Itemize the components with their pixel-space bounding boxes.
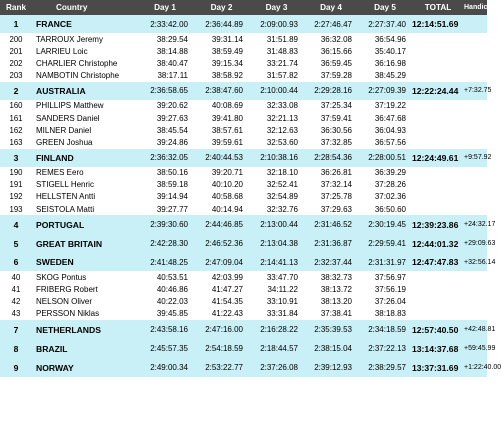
driver-day2-time: 39:20.71 bbox=[194, 167, 249, 179]
team-day5-time: 2:31:31.97 bbox=[358, 253, 412, 271]
driver-day4-time: 38:13.20 bbox=[304, 296, 358, 308]
empty-cell bbox=[464, 283, 487, 295]
driver-day2-time: 42:03.99 bbox=[194, 271, 249, 283]
empty-cell bbox=[412, 167, 464, 179]
driver-day3-time: 34:11.22 bbox=[249, 283, 304, 295]
team-rank: 1 bbox=[0, 15, 32, 33]
driver-number: 40 bbox=[0, 271, 32, 283]
driver-day4-time: 36:15.66 bbox=[304, 45, 358, 57]
team-day1-time: 2:43:58.16 bbox=[136, 320, 194, 339]
team-handicap: +1:22:40.00 bbox=[464, 358, 487, 377]
driver-day1-time: 38:14.88 bbox=[136, 45, 194, 57]
team-day3-time: 2:13:00.44 bbox=[249, 215, 304, 234]
team-day2-time: 2:38:47.60 bbox=[194, 82, 249, 100]
team-day3-time: 2:10:00.44 bbox=[249, 82, 304, 100]
team-day5-time: 2:28:00.51 bbox=[358, 149, 412, 167]
driver-name: HELLSTEN Antti bbox=[32, 191, 136, 203]
team-handicap: +59:45.99 bbox=[464, 339, 487, 358]
driver-day3-time: 32:52.41 bbox=[249, 179, 304, 191]
team-day4-time: 2:29:28.16 bbox=[304, 82, 358, 100]
driver-day2-time: 39:59.61 bbox=[194, 136, 249, 148]
header-day2: Day 2 bbox=[194, 0, 249, 15]
driver-day3-time: 32:18.10 bbox=[249, 167, 304, 179]
team-day5-time: 2:34:18.59 bbox=[358, 320, 412, 339]
empty-cell bbox=[412, 179, 464, 191]
team-day3-time: 2:37:26.08 bbox=[249, 358, 304, 377]
driver-day5-time: 38:18.83 bbox=[358, 308, 412, 320]
driver-day4-time: 37:59.41 bbox=[304, 112, 358, 124]
header-day1: Day 1 bbox=[136, 0, 194, 15]
empty-cell bbox=[412, 271, 464, 283]
driver-row bbox=[0, 100, 487, 112]
team-total: 13:37:31.69 bbox=[412, 358, 464, 377]
team-total: 12:47:47.83 bbox=[412, 253, 464, 271]
driver-day1-time: 39:27.77 bbox=[136, 203, 194, 215]
driver-name: NELSON Oliver bbox=[32, 296, 136, 308]
driver-day2-time: 39:31.14 bbox=[194, 33, 249, 45]
empty-cell bbox=[464, 100, 487, 112]
team-rank: 5 bbox=[0, 234, 32, 253]
driver-number: 161 bbox=[0, 112, 32, 124]
team-row bbox=[0, 215, 487, 234]
driver-day2-time: 41:22.43 bbox=[194, 308, 249, 320]
driver-day1-time: 38:29.54 bbox=[136, 33, 194, 45]
driver-day3-time: 31:48.83 bbox=[249, 45, 304, 57]
driver-row bbox=[0, 203, 487, 215]
team-rank: 7 bbox=[0, 320, 32, 339]
driver-day2-time: 41:54.35 bbox=[194, 296, 249, 308]
driver-day3-time: 32:21.13 bbox=[249, 112, 304, 124]
driver-day4-time: 36:59.45 bbox=[304, 57, 358, 69]
team-day1-time: 2:33:42.00 bbox=[136, 15, 194, 33]
driver-day1-time: 39:45.85 bbox=[136, 308, 194, 320]
team-day1-time: 2:45:57.35 bbox=[136, 339, 194, 358]
header-day3: Day 3 bbox=[249, 0, 304, 15]
team-handicap: +42:48.81 bbox=[464, 320, 487, 339]
driver-day5-time: 37:56.97 bbox=[358, 271, 412, 283]
team-country: PORTUGAL bbox=[32, 215, 136, 234]
team-country: AUSTRALIA bbox=[32, 82, 136, 100]
driver-name: PHILLIPS Matthew bbox=[32, 100, 136, 112]
team-day4-time: 2:31:46.52 bbox=[304, 215, 358, 234]
team-row bbox=[0, 234, 487, 253]
team-country: NORWAY bbox=[32, 358, 136, 377]
empty-cell bbox=[464, 45, 487, 57]
driver-day4-time: 36:32.08 bbox=[304, 33, 358, 45]
driver-row bbox=[0, 191, 487, 203]
team-row bbox=[0, 149, 487, 167]
header-day4: Day 4 bbox=[304, 0, 358, 15]
team-country: BRAZIL bbox=[32, 339, 136, 358]
driver-day4-time: 37:38.41 bbox=[304, 308, 358, 320]
team-handicap: +29:09.63 bbox=[464, 234, 487, 253]
team-country: NETHERLANDS bbox=[32, 320, 136, 339]
team-handicap: +32:56.14 bbox=[464, 253, 487, 271]
team-rank: 9 bbox=[0, 358, 32, 377]
team-row bbox=[0, 253, 487, 271]
team-day5-time: 2:30:19.45 bbox=[358, 215, 412, 234]
driver-day1-time: 40:46.86 bbox=[136, 283, 194, 295]
driver-day1-time: 39:20.62 bbox=[136, 100, 194, 112]
driver-day5-time: 36:57.56 bbox=[358, 136, 412, 148]
empty-cell bbox=[412, 296, 464, 308]
team-day3-time: 2:18:44.57 bbox=[249, 339, 304, 358]
driver-number: 192 bbox=[0, 191, 32, 203]
team-day2-time: 2:54:18.59 bbox=[194, 339, 249, 358]
team-handicap bbox=[464, 15, 487, 33]
team-day4-time: 2:27:46.47 bbox=[304, 15, 358, 33]
driver-day3-time: 33:31.84 bbox=[249, 308, 304, 320]
driver-day3-time: 32:32.76 bbox=[249, 203, 304, 215]
empty-cell bbox=[412, 124, 464, 136]
team-rank: 4 bbox=[0, 215, 32, 234]
driver-name: TARROUX Jeremy bbox=[32, 33, 136, 45]
empty-cell bbox=[464, 57, 487, 69]
driver-day3-time: 32:54.89 bbox=[249, 191, 304, 203]
header-day5: Day 5 bbox=[358, 0, 412, 15]
driver-number: 162 bbox=[0, 124, 32, 136]
team-day5-time: 2:38:29.57 bbox=[358, 358, 412, 377]
team-day1-time: 2:49:00.34 bbox=[136, 358, 194, 377]
team-country: GREAT BRITAIN bbox=[32, 234, 136, 253]
driver-name: REMES Eero bbox=[32, 167, 136, 179]
driver-name: NAMBOTIN Christophe bbox=[32, 70, 136, 82]
driver-number: 190 bbox=[0, 167, 32, 179]
team-row bbox=[0, 339, 487, 358]
driver-row bbox=[0, 296, 487, 308]
team-day2-time: 2:53:22.77 bbox=[194, 358, 249, 377]
driver-name: SEISTOLA Matti bbox=[32, 203, 136, 215]
empty-cell bbox=[464, 167, 487, 179]
driver-name: FRIBERG Robert bbox=[32, 283, 136, 295]
driver-day3-time: 31:57.82 bbox=[249, 70, 304, 82]
team-day3-time: 2:13:04.38 bbox=[249, 234, 304, 253]
team-day2-time: 2:47:16.00 bbox=[194, 320, 249, 339]
driver-name: CHARLIER Christophe bbox=[32, 57, 136, 69]
driver-day1-time: 38:40.47 bbox=[136, 57, 194, 69]
driver-number: 203 bbox=[0, 70, 32, 82]
driver-day4-time: 37:29.63 bbox=[304, 203, 358, 215]
team-day2-time: 2:36:44.89 bbox=[194, 15, 249, 33]
driver-day5-time: 38:45.29 bbox=[358, 70, 412, 82]
team-country: SWEDEN bbox=[32, 253, 136, 271]
team-total: 12:22:24.44 bbox=[412, 82, 464, 100]
driver-day3-time: 31:51.89 bbox=[249, 33, 304, 45]
driver-row bbox=[0, 33, 487, 45]
empty-cell bbox=[464, 191, 487, 203]
driver-day2-time: 40:10.20 bbox=[194, 179, 249, 191]
team-day2-time: 2:40:44.53 bbox=[194, 149, 249, 167]
driver-day5-time: 37:28.26 bbox=[358, 179, 412, 191]
driver-day1-time: 38:17.11 bbox=[136, 70, 194, 82]
driver-row bbox=[0, 167, 487, 179]
driver-number: 202 bbox=[0, 57, 32, 69]
team-day3-time: 2:09:00.93 bbox=[249, 15, 304, 33]
team-day1-time: 2:42:28.30 bbox=[136, 234, 194, 253]
empty-cell bbox=[412, 45, 464, 57]
driver-day5-time: 36:54.96 bbox=[358, 33, 412, 45]
driver-name: SANDERS Daniel bbox=[32, 112, 136, 124]
driver-day1-time: 39:24.86 bbox=[136, 136, 194, 148]
empty-cell bbox=[412, 191, 464, 203]
empty-cell bbox=[412, 283, 464, 295]
team-day5-time: 2:29:59.41 bbox=[358, 234, 412, 253]
driver-row bbox=[0, 283, 487, 295]
driver-day4-time: 36:30.56 bbox=[304, 124, 358, 136]
team-country: FINLAND bbox=[32, 149, 136, 167]
team-handicap: +7:32.75 bbox=[464, 82, 487, 100]
driver-day5-time: 36:39.29 bbox=[358, 167, 412, 179]
driver-day1-time: 40:53.51 bbox=[136, 271, 194, 283]
team-total: 12:44:01.32 bbox=[412, 234, 464, 253]
team-day4-time: 2:38:15.04 bbox=[304, 339, 358, 358]
team-row bbox=[0, 320, 487, 339]
driver-name: STIGELL Henric bbox=[32, 179, 136, 191]
team-day5-time: 2:37:22.13 bbox=[358, 339, 412, 358]
header-country: Country bbox=[32, 0, 136, 15]
team-day4-time: 2:31:36.87 bbox=[304, 234, 358, 253]
empty-cell bbox=[464, 124, 487, 136]
team-rank: 3 bbox=[0, 149, 32, 167]
team-total: 13:14:37.68 bbox=[412, 339, 464, 358]
empty-cell bbox=[412, 308, 464, 320]
driver-number: 163 bbox=[0, 136, 32, 148]
driver-row bbox=[0, 124, 487, 136]
driver-day4-time: 37:32.85 bbox=[304, 136, 358, 148]
team-day5-time: 2:27:09.39 bbox=[358, 82, 412, 100]
driver-day3-time: 32:53.60 bbox=[249, 136, 304, 148]
driver-day5-time: 36:47.68 bbox=[358, 112, 412, 124]
driver-row bbox=[0, 112, 487, 124]
driver-day1-time: 40:22.03 bbox=[136, 296, 194, 308]
driver-day2-time: 38:58.92 bbox=[194, 70, 249, 82]
driver-day2-time: 39:15.34 bbox=[194, 57, 249, 69]
team-day4-time: 2:32:37.44 bbox=[304, 253, 358, 271]
driver-day4-time: 37:32.14 bbox=[304, 179, 358, 191]
driver-number: 201 bbox=[0, 45, 32, 57]
header-total: TOTAL bbox=[412, 0, 464, 15]
team-day3-time: 2:16:28.22 bbox=[249, 320, 304, 339]
team-day2-time: 2:47:09.04 bbox=[194, 253, 249, 271]
driver-day5-time: 37:19.22 bbox=[358, 100, 412, 112]
team-rank: 6 bbox=[0, 253, 32, 271]
team-day4-time: 2:28:54.36 bbox=[304, 149, 358, 167]
driver-day2-time: 38:57.61 bbox=[194, 124, 249, 136]
driver-day1-time: 39:14.94 bbox=[136, 191, 194, 203]
empty-cell bbox=[464, 308, 487, 320]
team-country: FRANCE bbox=[32, 15, 136, 33]
driver-name: LARRIEU Loic bbox=[32, 45, 136, 57]
driver-day5-time: 37:26.04 bbox=[358, 296, 412, 308]
empty-cell bbox=[412, 100, 464, 112]
driver-day3-time: 32:12.63 bbox=[249, 124, 304, 136]
driver-day1-time: 38:45.54 bbox=[136, 124, 194, 136]
empty-cell bbox=[464, 203, 487, 215]
empty-cell bbox=[412, 203, 464, 215]
team-day2-time: 2:46:52.36 bbox=[194, 234, 249, 253]
empty-cell bbox=[464, 296, 487, 308]
team-row bbox=[0, 358, 487, 377]
driver-day2-time: 39:41.80 bbox=[194, 112, 249, 124]
driver-day5-time: 36:04.93 bbox=[358, 124, 412, 136]
driver-number: 193 bbox=[0, 203, 32, 215]
driver-day3-time: 33:21.74 bbox=[249, 57, 304, 69]
driver-row bbox=[0, 70, 487, 82]
team-day4-time: 2:39:12.93 bbox=[304, 358, 358, 377]
driver-day2-time: 40:08.69 bbox=[194, 100, 249, 112]
driver-number: 191 bbox=[0, 179, 32, 191]
team-total: 12:14:51.69 bbox=[412, 15, 464, 33]
driver-day2-time: 40:58.68 bbox=[194, 191, 249, 203]
driver-day5-time: 37:02.36 bbox=[358, 191, 412, 203]
empty-cell bbox=[412, 57, 464, 69]
team-total: 12:57:40.50 bbox=[412, 320, 464, 339]
driver-day5-time: 36:16.98 bbox=[358, 57, 412, 69]
driver-day4-time: 37:25.34 bbox=[304, 100, 358, 112]
team-total: 12:39:23.86 bbox=[412, 215, 464, 234]
team-day1-time: 2:36:58.65 bbox=[136, 82, 194, 100]
driver-day3-time: 32:33.08 bbox=[249, 100, 304, 112]
team-row bbox=[0, 82, 487, 100]
team-handicap: +9:57.92 bbox=[464, 149, 487, 167]
empty-cell bbox=[412, 33, 464, 45]
driver-day1-time: 39:27.63 bbox=[136, 112, 194, 124]
driver-row bbox=[0, 57, 487, 69]
driver-day5-time: 35:40.17 bbox=[358, 45, 412, 57]
team-rank: 2 bbox=[0, 82, 32, 100]
driver-day2-time: 40:14.94 bbox=[194, 203, 249, 215]
empty-cell bbox=[464, 112, 487, 124]
driver-number: 200 bbox=[0, 33, 32, 45]
driver-day2-time: 38:59.49 bbox=[194, 45, 249, 57]
team-row bbox=[0, 15, 487, 33]
driver-name: PERSSON Niklas bbox=[32, 308, 136, 320]
header-row bbox=[0, 0, 487, 15]
empty-cell bbox=[464, 70, 487, 82]
team-handicap: +24:32.17 bbox=[464, 215, 487, 234]
team-total: 12:24:49.61 bbox=[412, 149, 464, 167]
team-day2-time: 2:44:46.85 bbox=[194, 215, 249, 234]
driver-row bbox=[0, 271, 487, 283]
driver-number: 42 bbox=[0, 296, 32, 308]
team-day1-time: 2:41:48.25 bbox=[136, 253, 194, 271]
driver-row bbox=[0, 45, 487, 57]
driver-day2-time: 41:47.27 bbox=[194, 283, 249, 295]
empty-cell bbox=[412, 112, 464, 124]
empty-cell bbox=[464, 179, 487, 191]
driver-name: SKOG Pontus bbox=[32, 271, 136, 283]
team-day1-time: 2:39:30.60 bbox=[136, 215, 194, 234]
driver-number: 43 bbox=[0, 308, 32, 320]
team-day1-time: 2:36:32.05 bbox=[136, 149, 194, 167]
driver-day5-time: 36:50.60 bbox=[358, 203, 412, 215]
driver-day4-time: 37:25.78 bbox=[304, 191, 358, 203]
team-day3-time: 2:14:41.13 bbox=[249, 253, 304, 271]
driver-row bbox=[0, 136, 487, 148]
header-rank: Rank bbox=[0, 0, 32, 15]
team-day5-time: 2:27:37.40 bbox=[358, 15, 412, 33]
empty-cell bbox=[412, 136, 464, 148]
driver-day3-time: 33:10.91 bbox=[249, 296, 304, 308]
driver-day3-time: 33:47.70 bbox=[249, 271, 304, 283]
driver-name: GREEN Joshua bbox=[32, 136, 136, 148]
driver-row bbox=[0, 308, 487, 320]
empty-cell bbox=[464, 271, 487, 283]
driver-number: 41 bbox=[0, 283, 32, 295]
driver-row bbox=[0, 179, 487, 191]
driver-day1-time: 38:50.16 bbox=[136, 167, 194, 179]
team-day3-time: 2:10:38.16 bbox=[249, 149, 304, 167]
team-rank: 8 bbox=[0, 339, 32, 358]
driver-day1-time: 38:59.18 bbox=[136, 179, 194, 191]
header-handicap: Handicap bbox=[464, 0, 487, 15]
driver-name: MILNER Daniel bbox=[32, 124, 136, 136]
driver-day4-time: 36:26.81 bbox=[304, 167, 358, 179]
driver-number: 160 bbox=[0, 100, 32, 112]
empty-cell bbox=[464, 33, 487, 45]
empty-cell bbox=[464, 136, 487, 148]
driver-day4-time: 38:32.73 bbox=[304, 271, 358, 283]
empty-cell bbox=[412, 70, 464, 82]
driver-day4-time: 37:59.28 bbox=[304, 70, 358, 82]
driver-day5-time: 37:56.19 bbox=[358, 283, 412, 295]
driver-day4-time: 38:13.72 bbox=[304, 283, 358, 295]
team-day4-time: 2:35:39.53 bbox=[304, 320, 358, 339]
